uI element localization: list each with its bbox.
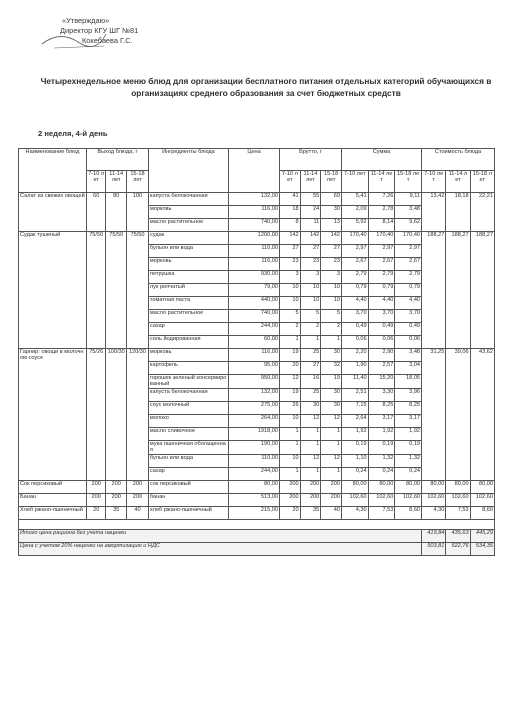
header-price: Цена: [229, 149, 280, 193]
gross-age2-cell: 1: [300, 467, 321, 480]
gross-age2-cell: 12: [300, 454, 321, 467]
gross-age3-cell: 10: [321, 284, 342, 297]
gross-age1-cell: 1: [280, 440, 301, 454]
sum-age1-cell: 2,51: [341, 388, 368, 401]
sum-age3-cell: 0,24: [395, 467, 422, 480]
gross-age3-cell: 12: [321, 414, 342, 427]
sum-age3-cell: 3,17: [395, 414, 422, 427]
sum-age2-cell: 7,26: [368, 193, 395, 206]
output-age1-cell: 60: [86, 193, 105, 232]
price-cell: 264,00: [229, 414, 280, 427]
cost-age1-cell: 102,60: [422, 493, 446, 506]
gross-age1-cell: 41: [280, 193, 301, 206]
gross-age3-cell: 10: [321, 297, 342, 310]
table-row: [19, 193, 495, 206]
gross-age1-cell: 18: [280, 206, 301, 219]
gross-age1-cell: 10: [280, 414, 301, 427]
sum-age3-cell: 9,11: [395, 193, 422, 206]
totals-label-cell: Цена с учетом 20% наценки на амортизацию и НДС: [19, 542, 422, 555]
output-age3-cell: 75/50: [127, 232, 149, 349]
sum-age1-cell: 1,10: [341, 454, 368, 467]
gross-age3-cell: 1: [321, 467, 342, 480]
sum-age2-cell: 15,20: [368, 375, 395, 389]
cost-age2-cell: 188,27: [446, 232, 470, 349]
price-cell: 740,00: [229, 219, 280, 232]
sum-age2-cell: 3,17: [368, 414, 395, 427]
sum-age3-cell: 102,60: [395, 493, 422, 506]
dish-name-cell: Салат из свежих овощей: [19, 193, 87, 232]
ingredient-cell: банан: [148, 493, 228, 506]
approval-position: Директор КГУ ШГ №81: [60, 26, 139, 35]
header-sum-age2: 11-14 лет: [368, 171, 395, 193]
sum-age2-cell: 170,40: [368, 232, 395, 245]
header-cost: Стоимость блюда: [422, 149, 495, 171]
sum-age2-cell: 1,32: [368, 454, 395, 467]
gross-age3-cell: 30: [321, 349, 342, 362]
price-cell: 132,00: [229, 193, 280, 206]
ingredient-cell: картофель: [148, 362, 228, 375]
header-output-age2: 11-14 лет: [106, 171, 127, 193]
gross-age1-cell: 19: [280, 349, 301, 362]
sum-age3-cell: 170,40: [395, 232, 422, 245]
price-cell: 275,00: [229, 401, 280, 414]
cost-age3-cell: 22,21: [470, 193, 494, 232]
sum-age3-cell: 2,67: [395, 258, 422, 271]
sum-age3-cell: 3,48: [395, 206, 422, 219]
gross-age2-cell: 25: [300, 349, 321, 362]
sum-age3-cell: 8,25: [395, 401, 422, 414]
sum-age1-cell: 0,79: [341, 284, 368, 297]
sum-age2-cell: 8,14: [368, 219, 395, 232]
price-cell: 116,00: [229, 258, 280, 271]
sum-age1-cell: 170,40: [341, 232, 368, 245]
totals-age1-cell: 503,81: [422, 542, 446, 555]
price-cell: 95,00: [229, 362, 280, 375]
cost-age1-cell: 188,27: [422, 232, 446, 349]
cost-age3-cell: 80,00: [470, 480, 494, 493]
approval-signer: Кокебаева Г.С.: [82, 36, 133, 45]
table-row: [19, 349, 495, 362]
ingredient-cell: хлеб ржано-пшеничный: [148, 506, 228, 519]
output-age1-cell: 200: [86, 480, 105, 493]
gross-age3-cell: 5: [321, 310, 342, 323]
cost-age3-cell: 8,60: [470, 506, 494, 519]
output-age2-cell: 80: [106, 193, 127, 232]
header-cost-age3: 15-18 лет: [470, 171, 494, 193]
output-age1-cell: 75/50: [86, 232, 105, 349]
header-gross-age3: 15-18 лет: [321, 171, 342, 193]
ingredient-cell: масло растительное: [148, 310, 228, 323]
cost-age2-cell: 7,53: [446, 506, 470, 519]
gross-age3-cell: 142: [321, 232, 342, 245]
gross-age3-cell: 200: [321, 493, 342, 506]
price-cell: 80,00: [229, 480, 280, 493]
table-row: [19, 232, 495, 245]
dish-name-cell: Хлеб ржано-пшеничный: [19, 506, 87, 519]
sum-age1-cell: 0,19: [341, 440, 368, 454]
sum-age3-cell: 18,05: [395, 375, 422, 389]
gross-age1-cell: 2: [280, 323, 301, 336]
gross-age2-cell: 142: [300, 232, 321, 245]
ingredient-cell: капуста белокочанная: [148, 193, 228, 206]
header-output-age3: 15-18 лет: [127, 171, 149, 193]
gross-age2-cell: 16: [300, 375, 321, 389]
gross-age1-cell: 3: [280, 271, 301, 284]
sum-age1-cell: 0,24: [341, 467, 368, 480]
gross-age3-cell: 40: [321, 506, 342, 519]
sum-age1-cell: 5,92: [341, 219, 368, 232]
output-age1-cell: 200: [86, 493, 105, 506]
gross-age1-cell: 8: [280, 219, 301, 232]
sum-age3-cell: 2,79: [395, 271, 422, 284]
gross-age2-cell: 1: [300, 427, 321, 440]
header-cost-age1: 7-10 лет: [422, 171, 446, 193]
totals-label-cell: Итого цена рациона без учета наценки: [19, 529, 422, 542]
gross-age3-cell: 32: [321, 362, 342, 375]
sum-age3-cell: 3,04: [395, 362, 422, 375]
sum-age2-cell: 80,00: [368, 480, 395, 493]
sum-age2-cell: 0,06: [368, 336, 395, 349]
header-gross: Брутто, г: [280, 149, 342, 171]
sum-age2-cell: 1,92: [368, 427, 395, 440]
totals-age2-cell: 435,63: [446, 529, 470, 542]
sum-age1-cell: 80,00: [341, 480, 368, 493]
gross-age1-cell: 23: [280, 258, 301, 271]
cost-age1-cell: 80,00: [422, 480, 446, 493]
sum-age1-cell: 1,92: [341, 427, 368, 440]
totals-age3-cell: 534,35: [470, 542, 494, 555]
output-age1-cell: 75/26: [86, 349, 105, 481]
gross-age2-cell: 23: [300, 258, 321, 271]
gross-age2-cell: 2: [300, 323, 321, 336]
dish-name-cell: Банан: [19, 493, 87, 506]
ingredient-cell: лук репчатый: [148, 284, 228, 297]
sum-age3-cell: 1,32: [395, 454, 422, 467]
gross-age2-cell: 10: [300, 284, 321, 297]
gross-age2-cell: 25: [300, 388, 321, 401]
ingredient-cell: томатная паста: [148, 297, 228, 310]
sum-age2-cell: 2,90: [368, 349, 395, 362]
ingredient-cell: петрушка: [148, 271, 228, 284]
gross-age2-cell: 1: [300, 336, 321, 349]
header-gross-age2: 11-14 лет: [300, 171, 321, 193]
sum-age2-cell: 102,60: [368, 493, 395, 506]
output-age3-cell: 120/30: [127, 349, 149, 481]
sum-age2-cell: 3,70: [368, 310, 395, 323]
cost-age2-cell: 80,00: [446, 480, 470, 493]
price-cell: 930,00: [229, 271, 280, 284]
price-cell: 110,00: [229, 454, 280, 467]
gross-age1-cell: 200: [280, 493, 301, 506]
gross-age2-cell: 30: [300, 401, 321, 414]
sum-age3-cell: 0,49: [395, 323, 422, 336]
ingredient-cell: мука пшеничная обогащенная: [148, 440, 228, 454]
gross-age3-cell: 2: [321, 323, 342, 336]
gross-age2-cell: 11: [300, 219, 321, 232]
output-age3-cell: 200: [127, 480, 149, 493]
ingredient-cell: масло растительное: [148, 219, 228, 232]
gross-age1-cell: 200: [280, 480, 301, 493]
menu-table-body: [19, 193, 495, 556]
gross-age2-cell: 5: [300, 310, 321, 323]
sum-age3-cell: 0,06: [395, 336, 422, 349]
output-age2-cell: 35: [106, 506, 127, 519]
totals-age3-cell: 445,29: [470, 529, 494, 542]
price-cell: 440,00: [229, 297, 280, 310]
gross-age3-cell: 1: [321, 427, 342, 440]
price-cell: 1918,00: [229, 427, 280, 440]
table-row: [19, 493, 495, 506]
price-cell: 116,00: [229, 349, 280, 362]
sum-age1-cell: 1,90: [341, 362, 368, 375]
sum-age3-cell: 3,96: [395, 388, 422, 401]
ingredient-cell: судак: [148, 232, 228, 245]
sum-age2-cell: 0,24: [368, 467, 395, 480]
sum-age2-cell: 7,53: [368, 506, 395, 519]
output-age3-cell: 200: [127, 493, 149, 506]
gross-age1-cell: 27: [280, 245, 301, 258]
sum-age2-cell: 2,79: [368, 271, 395, 284]
gross-age3-cell: 13: [321, 219, 342, 232]
gross-age3-cell: 27: [321, 245, 342, 258]
gross-age3-cell: 19: [321, 375, 342, 389]
cost-age2-cell: 18,18: [446, 193, 470, 232]
sum-age3-cell: 80,00: [395, 480, 422, 493]
cost-age2-cell: 102,60: [446, 493, 470, 506]
price-cell: 244,00: [229, 467, 280, 480]
sum-age1-cell: 2,09: [341, 206, 368, 219]
price-cell: 79,00: [229, 284, 280, 297]
sum-age3-cell: 8,60: [395, 506, 422, 519]
price-cell: 740,00: [229, 310, 280, 323]
price-cell: 215,00: [229, 506, 280, 519]
sum-age2-cell: 4,40: [368, 297, 395, 310]
price-cell: 244,00: [229, 323, 280, 336]
output-age2-cell: 75/50: [106, 232, 127, 349]
ingredient-cell: молоко: [148, 414, 228, 427]
ingredient-cell: бульон или вода: [148, 454, 228, 467]
sum-age2-cell: 0,19: [368, 440, 395, 454]
header-sum-age3: 15-18 лет: [395, 171, 422, 193]
sum-age2-cell: 2,57: [368, 362, 395, 375]
header-output: Выход блюда, г: [86, 149, 148, 171]
gross-age2-cell: 27: [300, 362, 321, 375]
gross-age1-cell: 1: [280, 427, 301, 440]
cost-age3-cell: 43,62: [470, 349, 494, 481]
gross-age1-cell: 10: [280, 454, 301, 467]
sum-age1-cell: 5,41: [341, 193, 368, 206]
gross-age3-cell: 30: [321, 401, 342, 414]
sum-age1-cell: 2,79: [341, 271, 368, 284]
output-age2-cell: 200: [106, 493, 127, 506]
sum-age2-cell: 8,25: [368, 401, 395, 414]
sum-age2-cell: 0,79: [368, 284, 395, 297]
output-age2-cell: 100/30: [106, 349, 127, 481]
gross-age3-cell: 30: [321, 388, 342, 401]
sum-age2-cell: 0,49: [368, 323, 395, 336]
price-cell: 132,00: [229, 388, 280, 401]
price-cell: 110,00: [229, 245, 280, 258]
price-cell: 60,00: [229, 336, 280, 349]
gross-age2-cell: 200: [300, 493, 321, 506]
gross-age2-cell: 10: [300, 297, 321, 310]
output-age2-cell: 200: [106, 480, 127, 493]
gross-age1-cell: 26: [280, 401, 301, 414]
document-title: Четырехнедельное меню блюд для организации бесплатного питания отдельных категорий обучающихся в организациях среднего образования за счет бюджетных средств: [40, 76, 492, 98]
gross-age2-cell: 55: [300, 193, 321, 206]
sum-age3-cell: 4,40: [395, 297, 422, 310]
price-cell: 513,00: [229, 493, 280, 506]
gross-age2-cell: 24: [300, 206, 321, 219]
header-ingredients: Ингредиенты блюда: [148, 149, 228, 193]
dish-name-cell: Гарнир: овощи в молочном соусе: [19, 349, 87, 481]
price-cell: 1200,00: [229, 232, 280, 245]
gross-age1-cell: 5: [280, 310, 301, 323]
gross-age3-cell: 1: [321, 440, 342, 454]
sum-age1-cell: 2,64: [341, 414, 368, 427]
cost-age1-cell: 13,42: [422, 193, 446, 232]
sum-age3-cell: 1,92: [395, 427, 422, 440]
price-cell: 190,00: [229, 440, 280, 454]
sum-age1-cell: 11,40: [341, 375, 368, 389]
menu-table: [18, 148, 495, 556]
spacer-row: [19, 519, 495, 529]
gross-age1-cell: 10: [280, 284, 301, 297]
sum-age1-cell: 2,67: [341, 258, 368, 271]
approval-heading: «Утверждаю»: [62, 16, 110, 25]
gross-age2-cell: 200: [300, 480, 321, 493]
gross-age1-cell: 12: [280, 375, 301, 389]
gross-age2-cell: 27: [300, 245, 321, 258]
totals-age1-cell: 419,84: [422, 529, 446, 542]
gross-age2-cell: 12: [300, 414, 321, 427]
gross-age3-cell: 30: [321, 206, 342, 219]
gross-age3-cell: 3: [321, 271, 342, 284]
gross-age3-cell: 23: [321, 258, 342, 271]
output-age3-cell: 40: [127, 506, 149, 519]
gross-age3-cell: 69: [321, 193, 342, 206]
ingredient-cell: соль йодированная: [148, 336, 228, 349]
table-row: [19, 506, 495, 519]
ingredient-cell: морковь: [148, 206, 228, 219]
ingredient-cell: морковь: [148, 258, 228, 271]
sum-age1-cell: 3,70: [341, 310, 368, 323]
header-cost-age2: 11-14 лет: [446, 171, 470, 193]
sum-age2-cell: 3,30: [368, 388, 395, 401]
ingredient-cell: морковь: [148, 349, 228, 362]
sum-age3-cell: 0,79: [395, 284, 422, 297]
totals-row: [19, 529, 495, 542]
sum-age3-cell: 2,97: [395, 245, 422, 258]
ingredient-cell: соус молочный: [148, 401, 228, 414]
output-age3-cell: 100: [127, 193, 149, 232]
dish-name-cell: Судак тушеный: [19, 232, 87, 349]
gross-age2-cell: 35: [300, 506, 321, 519]
gross-age3-cell: 200: [321, 480, 342, 493]
totals-age2-cell: 522,76: [446, 542, 470, 555]
ingredient-cell: сахар: [148, 323, 228, 336]
sum-age2-cell: 2,67: [368, 258, 395, 271]
ingredient-cell: сок персиковый: [148, 480, 228, 493]
table-row: [19, 480, 495, 493]
totals-row: [19, 542, 495, 555]
sum-age1-cell: 4,40: [341, 297, 368, 310]
ingredient-cell: сахар: [148, 467, 228, 480]
sum-age1-cell: 7,15: [341, 401, 368, 414]
dish-name-cell: Сок персиковый: [19, 480, 87, 493]
gross-age1-cell: 20: [280, 362, 301, 375]
ingredient-cell: бульон или вода: [148, 245, 228, 258]
gross-age1-cell: 1: [280, 467, 301, 480]
cost-age1-cell: 4,30: [422, 506, 446, 519]
gross-age1-cell: 1: [280, 336, 301, 349]
header-sum: Сумма: [341, 149, 421, 171]
sum-age2-cell: 2,78: [368, 206, 395, 219]
header-sum-age1: 7-10 лет: [341, 171, 368, 193]
sum-age3-cell: 3,70: [395, 310, 422, 323]
sum-age1-cell: 2,97: [341, 245, 368, 258]
week-day-label: 2 неделя, 4-й день: [38, 129, 108, 138]
gross-age2-cell: 3: [300, 271, 321, 284]
ingredient-cell: капуста белокочанная: [148, 388, 228, 401]
header-gross-age1: 7-10 лет: [280, 171, 301, 193]
ingredient-cell: масло сливочное: [148, 427, 228, 440]
gross-age3-cell: 12: [321, 454, 342, 467]
cost-age1-cell: 31,25: [422, 349, 446, 481]
spacer-cell: [19, 519, 495, 529]
gross-age1-cell: 142: [280, 232, 301, 245]
gross-age1-cell: 19: [280, 388, 301, 401]
output-age1-cell: 20: [86, 506, 105, 519]
sum-age1-cell: 0,06: [341, 336, 368, 349]
sum-age3-cell: 0,19: [395, 440, 422, 454]
sum-age1-cell: 2,20: [341, 349, 368, 362]
sum-age1-cell: 102,60: [341, 493, 368, 506]
price-cell: 950,00: [229, 375, 280, 389]
cost-age3-cell: 188,27: [470, 232, 494, 349]
header-output-age1: 7-10 лет: [86, 171, 105, 193]
gross-age3-cell: 1: [321, 336, 342, 349]
sum-age1-cell: 4,30: [341, 506, 368, 519]
sum-age2-cell: 2,97: [368, 245, 395, 258]
sum-age3-cell: 3,48: [395, 349, 422, 362]
header-dish: Наименование блюд: [19, 149, 87, 193]
sum-age3-cell: 9,62: [395, 219, 422, 232]
ingredient-cell: горошек зеленый консервированный: [148, 375, 228, 389]
sum-age1-cell: 0,49: [341, 323, 368, 336]
cost-age2-cell: 39,06: [446, 349, 470, 481]
gross-age1-cell: 10: [280, 297, 301, 310]
signature-mark: [40, 24, 110, 54]
gross-age1-cell: 20: [280, 506, 301, 519]
cost-age3-cell: 102,60: [470, 493, 494, 506]
price-cell: 116,00: [229, 206, 280, 219]
gross-age2-cell: 1: [300, 440, 321, 454]
